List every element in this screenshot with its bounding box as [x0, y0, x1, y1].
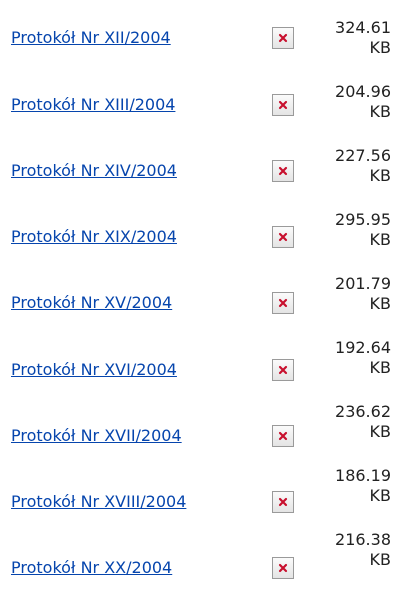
file-row — [0, 82, 401, 146]
file-row — [0, 466, 401, 530]
file-row — [0, 274, 401, 338]
file-size-value: 186.19 — [335, 466, 391, 485]
file-size-value: 236.62 — [335, 402, 391, 421]
file-link[interactable]: Protokół Nr XII/2004 — [11, 28, 171, 47]
file-size — [321, 210, 391, 250]
file-size — [321, 530, 391, 570]
file-size — [321, 466, 391, 506]
file-size-unit: KB — [369, 38, 391, 57]
file-size-unit: KB — [369, 166, 391, 185]
broken-image-icon[interactable] — [272, 491, 294, 513]
file-size — [321, 82, 391, 122]
file-link[interactable]: Protokół Nr XVII/2004 — [11, 426, 182, 445]
file-row — [0, 402, 401, 466]
file-row — [0, 146, 401, 210]
broken-image-icon[interactable] — [272, 94, 294, 116]
file-link[interactable]: Protokół Nr XIV/2004 — [11, 161, 177, 180]
file-link[interactable]: Protokół Nr XV/2004 — [11, 293, 173, 312]
broken-image-icon[interactable] — [272, 27, 294, 49]
broken-image-icon[interactable] — [272, 292, 294, 314]
file-size — [321, 274, 391, 314]
file-size-unit: KB — [369, 294, 391, 313]
file-link[interactable]: Protokół Nr XVIII/2004 — [11, 492, 187, 511]
broken-image-icon[interactable] — [272, 160, 294, 182]
file-row — [0, 338, 401, 402]
file-size-unit: KB — [369, 422, 391, 441]
file-size — [321, 402, 391, 442]
file-size-value: 192.64 — [335, 338, 391, 357]
file-size — [321, 18, 391, 58]
file-size-unit: KB — [369, 486, 391, 505]
file-size-value: 216.38 — [335, 530, 391, 549]
file-size-value: 201.79 — [335, 274, 391, 293]
file-size-unit: KB — [369, 550, 391, 569]
file-size-value: 204.96 — [335, 82, 391, 101]
broken-image-icon[interactable] — [272, 359, 294, 381]
file-link[interactable]: Protokół Nr XIII/2004 — [11, 95, 176, 114]
file-link[interactable]: Protokół Nr XIX/2004 — [11, 227, 177, 246]
file-link[interactable]: Protokół Nr XX/2004 — [11, 558, 173, 577]
file-row — [0, 210, 401, 274]
file-size-value: 227.56 — [335, 146, 391, 165]
file-size-value: 295.95 — [335, 210, 391, 229]
file-row — [0, 18, 401, 82]
file-row — [0, 530, 401, 594]
file-size-value: 324.61 — [335, 18, 391, 37]
file-size-unit: KB — [369, 358, 391, 377]
file-size-unit: KB — [369, 102, 391, 121]
file-size — [321, 338, 391, 378]
broken-image-icon[interactable] — [272, 557, 294, 579]
file-link[interactable]: Protokół Nr XVI/2004 — [11, 360, 177, 379]
file-size — [321, 146, 391, 186]
broken-image-icon[interactable] — [272, 226, 294, 248]
file-size-unit: KB — [369, 230, 391, 249]
broken-image-icon[interactable] — [272, 425, 294, 447]
